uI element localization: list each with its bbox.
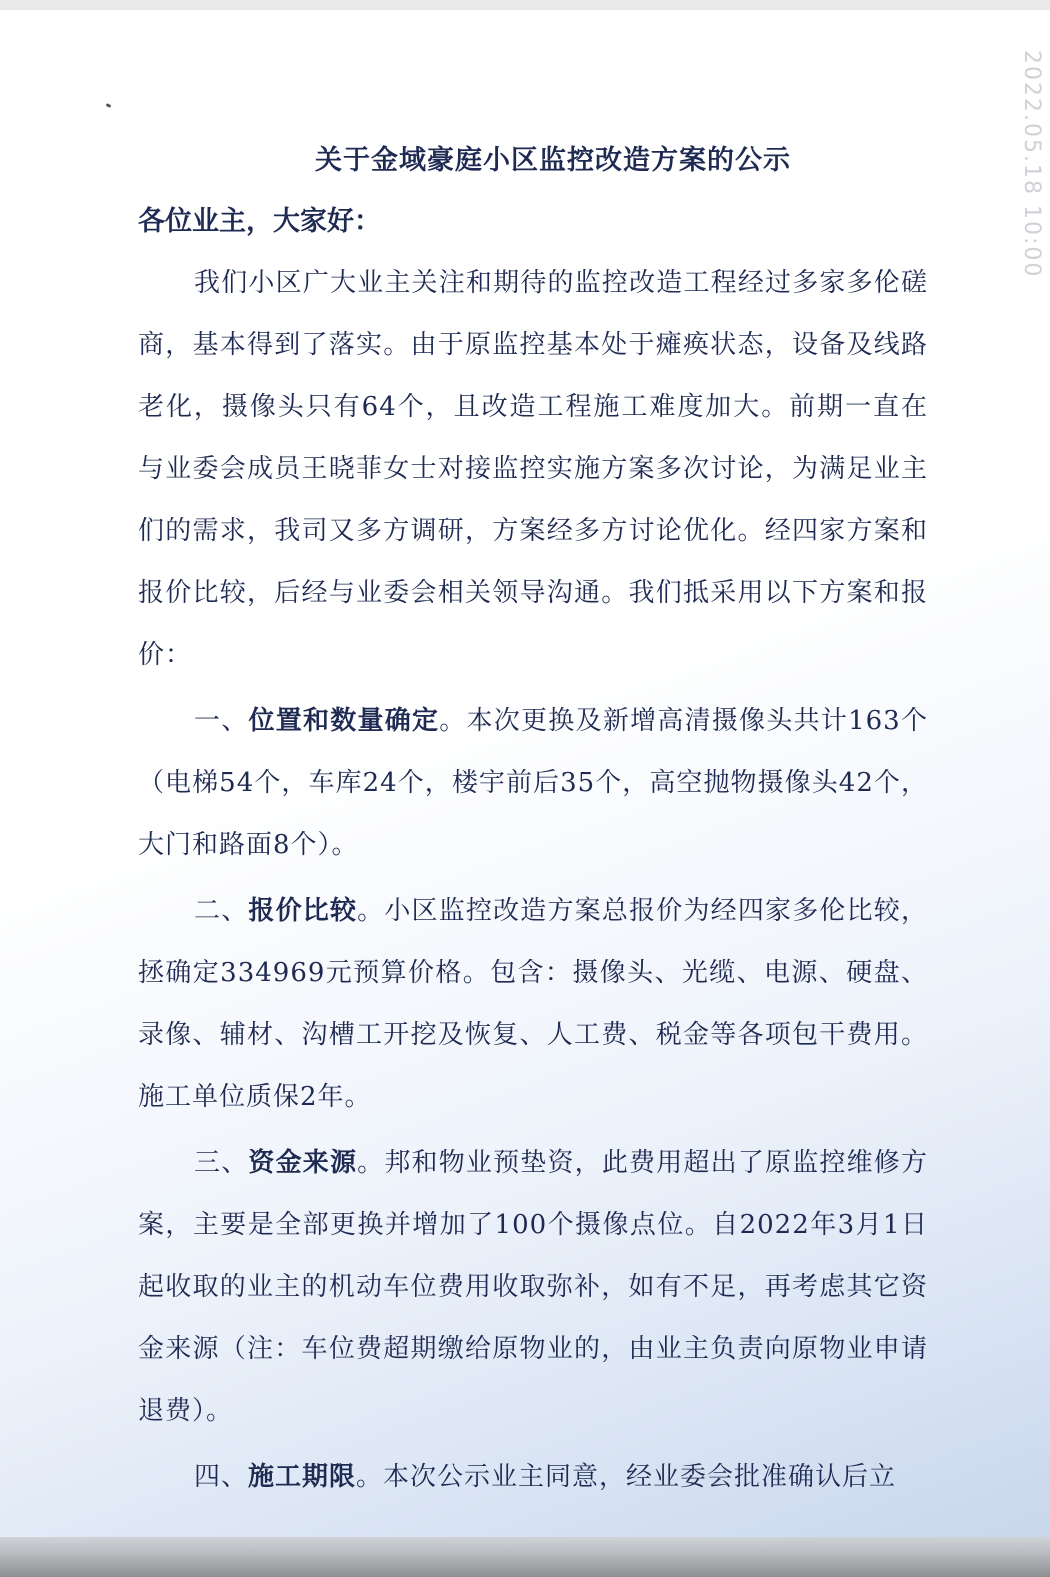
greeting: 各位业主，大家好： bbox=[138, 206, 381, 237]
document-title: 关于金域豪庭小区监控改造方案的公示 bbox=[315, 145, 791, 176]
section-number: 三、 bbox=[194, 1148, 249, 1178]
section-paragraph bbox=[138, 1446, 928, 1508]
section-heading: 施工期限 bbox=[248, 1462, 357, 1492]
section-text: 。本次公示业主同意，经业委会批准确认后立 bbox=[356, 1462, 897, 1492]
section-text: 。小区监控改造方案总报价为经四家多伦比较，拯确定334969元预算价格。包含：摄像头、光缆、电源、硬盘、录像、辅材、沟槽工开挖及恢复、人工费、税金等各项包干费用。施工单位质保2年。 bbox=[138, 896, 928, 1112]
section-number: 二、 bbox=[194, 896, 249, 926]
section-paragraph bbox=[138, 1132, 928, 1442]
section-number: 四、 bbox=[194, 1462, 249, 1492]
top-edge bbox=[0, 0, 1050, 10]
section-heading: 报价比较 bbox=[248, 896, 358, 926]
timestamp-watermark: 2022.05.18 10:00 bbox=[1019, 50, 1044, 279]
section-text: 。邦和物业预垫资，此费用超出了原监控维修方案，主要是全部更换并增加了100个摄像点位。自2022年3月1日起收取的业主的机动车位费用收取弥补，如有不足，再考虑其它资金来源（注：车位费超期缴给原物业的，由业主负责向原物业申请退费）。 bbox=[138, 1148, 928, 1426]
section-paragraph bbox=[138, 880, 928, 1128]
section-heading: 位置和数量确定 bbox=[248, 706, 440, 736]
paper-speck bbox=[106, 103, 112, 108]
section-number: 一、 bbox=[194, 706, 249, 736]
section-heading: 资金来源 bbox=[248, 1148, 358, 1178]
document-body bbox=[138, 138, 928, 1508]
section-paragraph bbox=[138, 690, 928, 876]
document-page bbox=[0, 10, 1050, 1537]
intro-paragraph: 我们小区广大业主关注和期待的监控改造工程经过多家多伦磋商，基本得到了落实。由于原监控基本处于瘫痪状态，设备及线路老化，摄像头只有64个，且改造工程施工难度加大。前期一直在与业委会成员王晓菲女士对接监控实施方案多次讨论，为满足业主们的需求，我司又多方调研，方案经多方讨论优化。经四家方案和报价比较，后经与业委会相关领导沟通。我们抵采用以下方案和报价： bbox=[138, 268, 928, 670]
section-text: 。本次更换及新增高清摄像头共计163个（电梯54个，车库24个，楼宇前后35个，高空抛物摄像头42个，大门和路面8个）。 bbox=[138, 706, 928, 860]
bottom-edge bbox=[0, 1537, 1050, 1577]
